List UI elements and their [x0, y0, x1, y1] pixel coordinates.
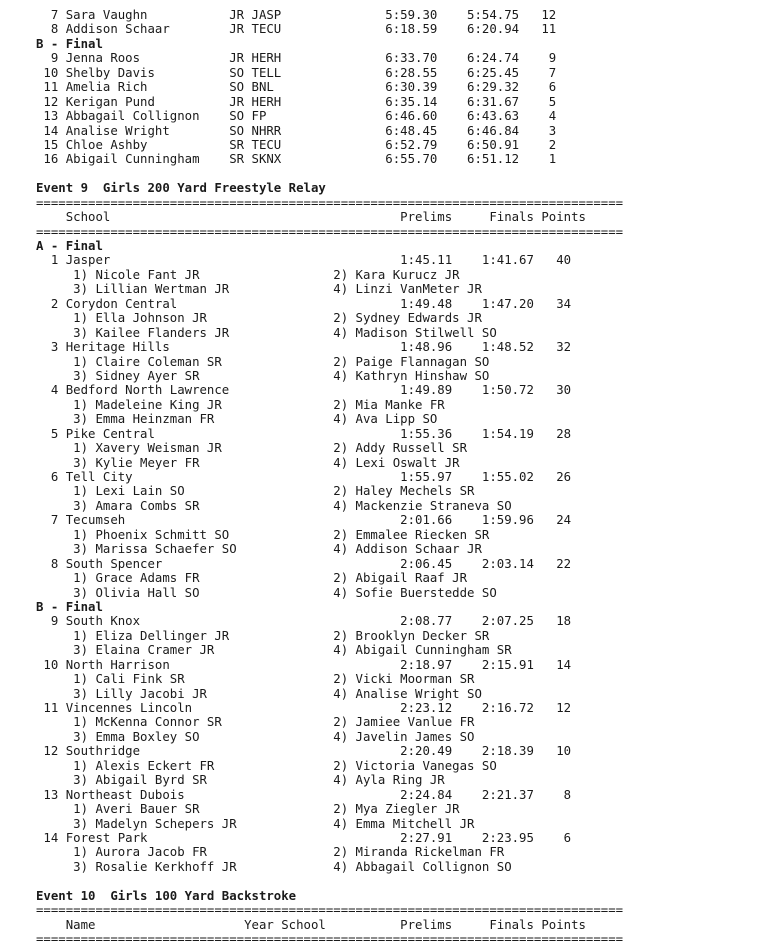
relay-swimmers-line: 1) Phoenix Schmitt SO 2) Emmalee Riecken SR	[36, 527, 490, 542]
relay-swimmers-line: 1) Eliza Dellinger JR 2) Brooklyn Decker SR	[36, 628, 490, 643]
blank-line	[36, 874, 768, 888]
relay-swimmers-line: 3) Emma Heinzman FR 4) Ava Lipp SO	[36, 412, 438, 427]
relay-swimmers-line: 3) Amara Combs SR 4) Mackenzie Straneva SO	[36, 498, 512, 513]
result-line: 7 Sara Vaughn JR JASP 5:59.30 5:54.75 12	[36, 8, 557, 22]
final-heading: B - Final	[36, 36, 103, 51]
relay-swimmers-line: 1) Averi Bauer SR 2) Mya Ziegler JR	[36, 802, 460, 817]
relay-swimmers-line: 1) Aurora Jacob FR 2) Miranda Rickelman FR	[36, 845, 505, 860]
relay-swimmers-line: 1) Cali Fink SR 2) Vicki Moorman SR	[36, 672, 475, 687]
event-heading: Event 10 Girls 100 Yard Backstroke	[36, 888, 297, 903]
blank-line	[36, 167, 768, 181]
relay-swimmers-line: 3) Lillian Wertman JR 4) Linzi VanMeter JR	[36, 282, 482, 297]
final-heading: B - Final	[36, 599, 103, 614]
result-line: 3 Heritage Hills 1:48.96 1:48.52 32	[36, 340, 572, 355]
final-heading: A - Final	[36, 239, 103, 253]
relay-swimmers-line: 3) Kylie Meyer FR 4) Lexi Oswalt JR	[36, 455, 460, 470]
result-line: 6 Tell City 1:55.97 1:55.02 26	[36, 470, 572, 484]
result-line: 7 Tecumseh 2:01.66 1:59.96 24	[36, 513, 572, 528]
result-line: 12 Southridge 2:20.49 2:18.39 10	[36, 744, 572, 759]
result-line: 9 South Knox 2:08.77 2:07.25 18	[36, 614, 572, 629]
result-line: 5 Pike Central 1:55.36 1:54.19 28	[36, 426, 572, 441]
result-line: 8 South Spencer 2:06.45 2:03.14 22	[36, 556, 572, 571]
result-line: 14 Analise Wright SO NHRR 6:48.45 6:46.84 3	[36, 123, 557, 138]
event-heading: Event 9 Girls 200 Yard Freestyle Relay	[36, 181, 326, 196]
relay-swimmers-line: 3) Kailee Flanders JR 4) Madison Stilwell SO	[36, 325, 497, 340]
result-line: 11 Amelia Rich SO BNL 6:30.39 6:29.32 6	[36, 80, 557, 95]
result-line: 1 Jasper 1:45.11 1:41.67 40	[36, 253, 572, 268]
relay-swimmers-line: 1) Ella Johnson JR 2) Sydney Edwards JR	[36, 311, 482, 326]
result-line: 9 Jenna Roos JR HERH 6:33.70 6:24.74 9	[36, 51, 557, 66]
relay-swimmers-line: 3) Abigail Byrd SR 4) Ayla Ring JR	[36, 773, 445, 788]
relay-swimmers-line: 3) Lilly Jacobi JR 4) Analise Wright SO	[36, 686, 482, 701]
result-line: 4 Bedford North Lawrence 1:49.89 1:50.72 30	[36, 383, 572, 398]
relay-swimmers-line: 3) Sidney Ayer SR 4) Kathryn Hinshaw SO	[36, 368, 490, 383]
separator-line: ===============================================================================	[36, 195, 624, 210]
result-line: 10 North Harrison 2:18.97 2:15.91 14	[36, 657, 572, 672]
relay-swimmers-line: 3) Madelyn Schepers JR 4) Emma Mitchell JR	[36, 816, 475, 831]
relay-swimmers-line: 1) Nicole Fant JR 2) Kara Kurucz JR	[36, 267, 460, 282]
column-header-line: School Prelims Finals Points	[36, 210, 586, 225]
relay-swimmers-line: 1) Madeleine King JR 2) Mia Manke FR	[36, 397, 445, 412]
separator-line: ===============================================================================	[36, 932, 624, 946]
separator-line: ===============================================================================	[36, 903, 624, 918]
relay-swimmers-line: 1) Lexi Lain SO 2) Haley Mechels SR	[36, 484, 475, 499]
relay-swimmers-line: 3) Olivia Hall SO 4) Sofie Buerstedde SO	[36, 585, 497, 600]
result-line: 12 Kerigan Pund JR HERH 6:35.14 6:31.67 5	[36, 94, 557, 109]
relay-swimmers-line: 1) McKenna Connor SR 2) Jamiee Vanlue FR	[36, 715, 475, 730]
separator-line: ===============================================================================	[36, 224, 624, 239]
result-line: 16 Abigail Cunningham SR SKNX 6:55.70 6:51.12 1	[36, 152, 557, 167]
relay-swimmers-line: 1) Alexis Eckert FR 2) Victoria Vanegas SO	[36, 758, 497, 773]
relay-swimmers-line: 1) Claire Coleman SR 2) Paige Flannagan SO	[36, 354, 490, 369]
relay-swimmers-line: 3) Elaina Cramer JR 4) Abigail Cunningham SR	[36, 643, 512, 658]
column-header-line: Name Year School Prelims Finals Points	[36, 917, 586, 932]
result-line: 2 Corydon Central 1:49.48 1:47.20 34	[36, 296, 572, 311]
result-line: 8 Addison Schaar JR TECU 6:18.59 6:20.94 11	[36, 22, 557, 37]
relay-swimmers-line: 1) Grace Adams FR 2) Abigail Raaf JR	[36, 571, 468, 586]
result-line: 15 Chloe Ashby SR TECU 6:52.79 6:50.91 2	[36, 137, 557, 152]
result-line: 10 Shelby Davis SO TELL 6:28.55 6:25.45 7	[36, 65, 557, 80]
result-line: 13 Northeast Dubois 2:24.84 2:21.37 8	[36, 787, 572, 802]
relay-swimmers-line: 3) Emma Boxley SO 4) Javelin James SO	[36, 729, 475, 744]
relay-swimmers-line: 3) Marissa Schaefer SO 4) Addison Schaar JR	[36, 542, 482, 557]
results-document	[36, 8, 768, 946]
result-line: 13 Abbagail Collignon SO FP 6:46.60 6:43.63 4	[36, 109, 557, 124]
relay-swimmers-line: 1) Xavery Weisman JR 2) Addy Russell SR	[36, 441, 468, 456]
result-line: 14 Forest Park 2:27.91 2:23.95 6	[36, 830, 572, 845]
relay-swimmers-line: 3) Rosalie Kerkhoff JR 4) Abbagail Collignon SO	[36, 859, 512, 874]
result-line: 11 Vincennes Lincoln 2:23.12 2:16.72 12	[36, 701, 572, 715]
